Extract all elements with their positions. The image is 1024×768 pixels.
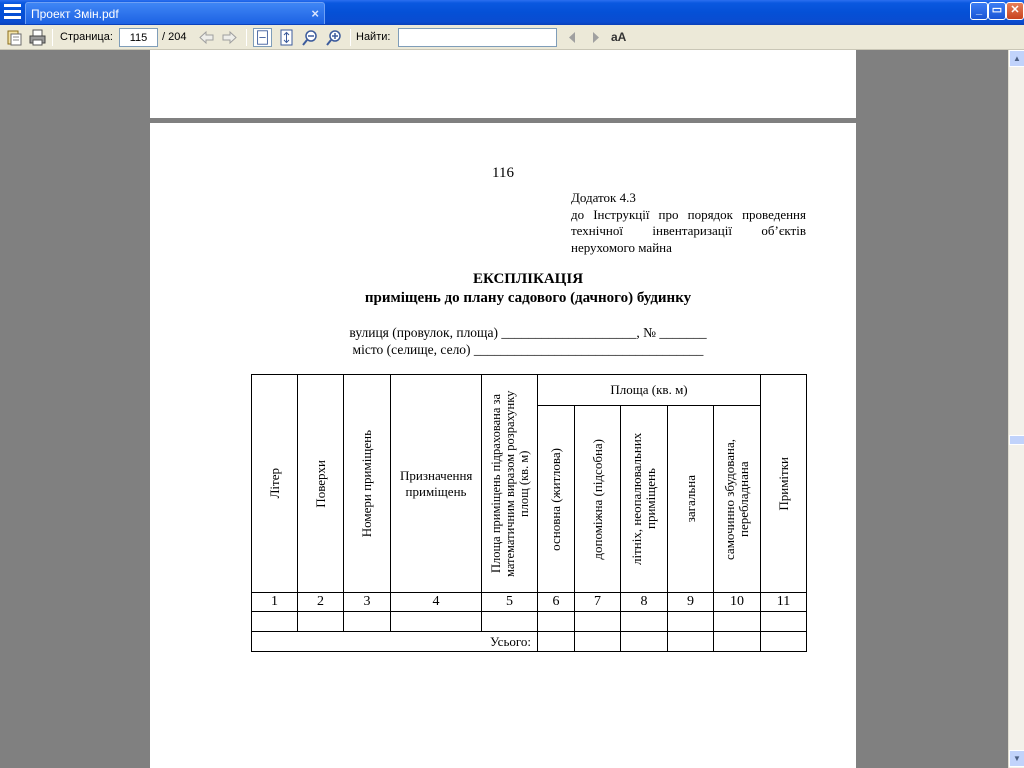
zoom-in-icon[interactable] bbox=[325, 28, 344, 47]
header-main-area: основна (житлова) bbox=[538, 406, 575, 593]
column-number: 3 bbox=[344, 593, 391, 612]
back-arrow-icon[interactable] bbox=[197, 28, 216, 47]
document-title: ЕКСПЛІКАЦІЯ bbox=[472, 271, 584, 287]
header-notes: Примітки bbox=[761, 375, 807, 593]
fit-width-icon[interactable] bbox=[253, 28, 272, 47]
street-line: вулиця (провулок, площа) ____________________, № _______ bbox=[349, 325, 707, 340]
minimize-button[interactable]: _ bbox=[970, 2, 988, 20]
document-viewer[interactable] bbox=[0, 50, 1008, 768]
total-label: Усього: bbox=[252, 632, 538, 652]
print-icon[interactable] bbox=[28, 28, 47, 47]
total-row bbox=[252, 632, 807, 652]
header-area-group: Площа (кв. м) bbox=[538, 375, 761, 406]
column-number: 9 bbox=[668, 593, 714, 612]
column-numbers-row bbox=[252, 593, 807, 612]
find-previous-icon[interactable] bbox=[563, 28, 582, 47]
addendum-line: технічної інвентаризації об’єктів bbox=[571, 223, 806, 238]
toolbar-separator bbox=[350, 29, 351, 46]
find-label: Найти: bbox=[356, 31, 391, 43]
scrollbar-thumb[interactable] bbox=[1009, 435, 1024, 445]
addendum-note bbox=[571, 190, 806, 256]
city-line: місто (селище, село) __________________________________ bbox=[352, 342, 704, 357]
pdf-page bbox=[150, 123, 856, 768]
forward-arrow-icon[interactable] bbox=[220, 28, 239, 47]
header-total-area: загальна bbox=[668, 406, 714, 593]
page-number: 116 bbox=[492, 165, 514, 181]
find-input[interactable] bbox=[398, 28, 557, 47]
column-number: 11 bbox=[761, 593, 807, 612]
tab-close-icon[interactable]: × bbox=[311, 6, 319, 21]
column-number: 7 bbox=[575, 593, 621, 612]
menu-icon[interactable] bbox=[4, 4, 21, 21]
header-floors: Поверхи bbox=[298, 375, 344, 593]
column-number: 6 bbox=[538, 593, 575, 612]
fit-page-icon[interactable] bbox=[277, 28, 296, 47]
explication-table bbox=[251, 374, 807, 652]
header-litera: Літер bbox=[252, 375, 298, 593]
document-tab-title: Проект Змін.pdf bbox=[31, 7, 119, 21]
column-number: 8 bbox=[621, 593, 668, 612]
title-bar bbox=[0, 0, 1024, 25]
scroll-down-button[interactable]: ▼ bbox=[1009, 750, 1024, 767]
header-room-numbers: Номери приміщень bbox=[344, 375, 391, 593]
previous-page-bottom bbox=[150, 50, 856, 118]
maximize-button[interactable]: ▭ bbox=[988, 2, 1006, 20]
header-illegal-area: самочинно збудована, перебладнана bbox=[714, 406, 761, 593]
addendum-line: Додаток 4.3 bbox=[571, 190, 636, 205]
match-case-icon[interactable]: aA bbox=[611, 30, 627, 44]
vertical-scrollbar[interactable] bbox=[1008, 50, 1024, 768]
page-label: Страница: bbox=[60, 31, 113, 43]
column-number: 10 bbox=[714, 593, 761, 612]
toolbar-separator bbox=[52, 29, 53, 46]
header-purpose: Призначення приміщень bbox=[391, 375, 482, 593]
column-number: 1 bbox=[252, 593, 298, 612]
column-number: 5 bbox=[482, 593, 538, 612]
header-aux-area: допоміжна (підсобна) bbox=[575, 406, 621, 593]
page-number-input[interactable] bbox=[119, 28, 158, 47]
document-tab[interactable] bbox=[25, 2, 325, 24]
scroll-up-button[interactable]: ▲ bbox=[1009, 50, 1024, 67]
header-area-calc: Площа приміщень підрахована за математичним виразом розрахунку площ (кв. м) bbox=[482, 375, 538, 593]
document-subtitle: приміщень до плану садового (дачного) будинку bbox=[364, 290, 692, 306]
page-total: / 204 bbox=[162, 31, 187, 43]
find-next-icon[interactable] bbox=[586, 28, 605, 47]
toolbar bbox=[0, 25, 1024, 50]
table-row bbox=[252, 612, 807, 632]
header-summer-area: літніх, неопалювальних приміщень bbox=[621, 406, 668, 593]
column-number: 4 bbox=[391, 593, 482, 612]
toolbar-separator bbox=[246, 29, 247, 46]
addendum-line: до Інструкції про порядок проведення bbox=[571, 206, 806, 222]
column-number: 2 bbox=[298, 593, 344, 612]
open-file-icon[interactable] bbox=[5, 28, 24, 47]
close-window-button[interactable]: ✕ bbox=[1006, 2, 1024, 20]
addendum-line: нерухомого майна bbox=[571, 239, 672, 255]
zoom-out-icon[interactable] bbox=[301, 28, 320, 47]
